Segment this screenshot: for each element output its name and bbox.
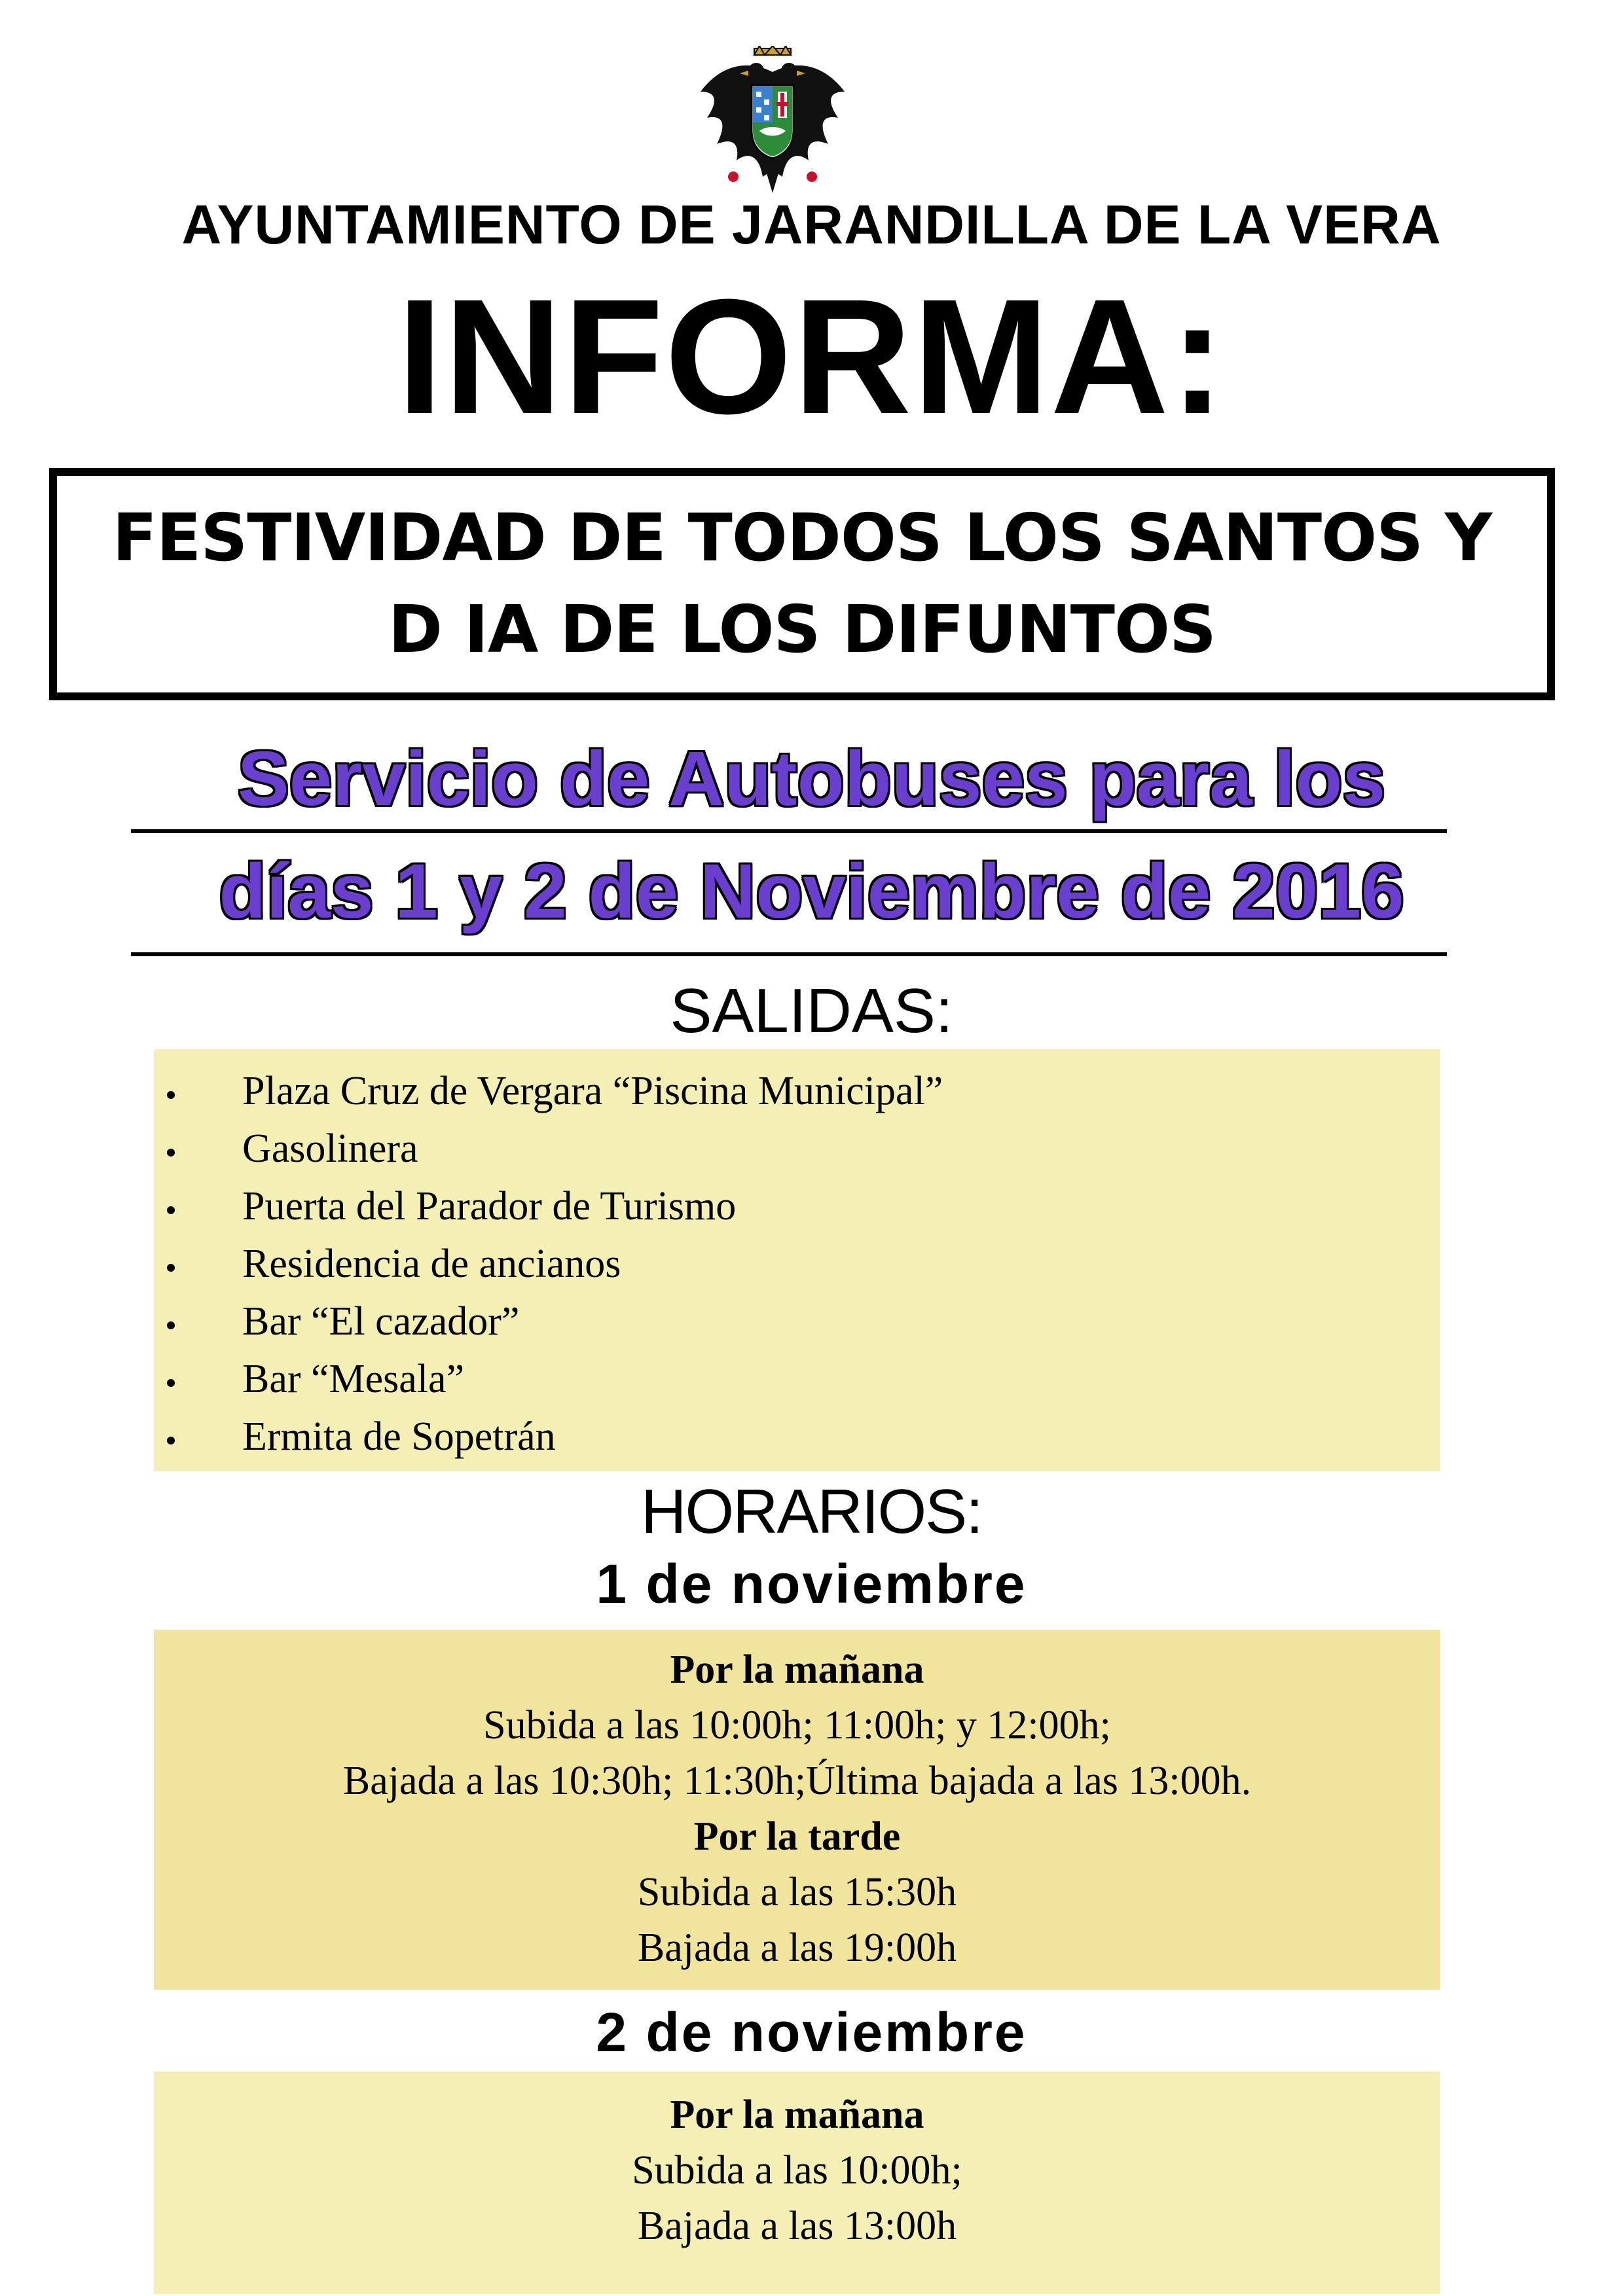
day1-title: 1 de noviembre	[596, 1553, 1027, 1615]
list-item: Ermita de Sopetrán	[154, 1408, 1440, 1465]
day1-afternoon-label: Por la tarde	[693, 1814, 901, 1859]
festivity-line-1: FESTIVIDAD DE TODOS LOS SANTOS Y	[112, 499, 1492, 576]
list-item: Bar “El cazador”	[154, 1293, 1440, 1350]
list-item: Bar “Mesala”	[154, 1350, 1440, 1408]
service-underline-2	[131, 952, 1447, 956]
day2-morning-down: Bajada a las 13:00h	[637, 2204, 957, 2248]
service-title-line-1: Servicio de Autobuses para los	[237, 736, 1386, 822]
day1-schedule-box	[154, 1630, 1440, 1990]
day2-title: 2 de noviembre	[596, 2001, 1027, 2063]
festivity-line-2: D IA DE LOS DIFUNTOS	[388, 591, 1216, 668]
day1-morning-down: Bajada a las 10:30h; 11:30h;Última bajada a las 13:00h.	[342, 1759, 1252, 1803]
list-item: Residencia de ancianos	[154, 1235, 1440, 1293]
organization-name: AYUNTAMIENTO DE JARANDILLA DE LA VERA	[181, 194, 1442, 255]
list-item: Plaza Cruz de Vergara “Piscina Municipal”	[154, 1062, 1440, 1120]
service-title-line-2: días 1 y 2 de Noviembre de 2016	[219, 848, 1404, 935]
schedules-title: HORARIOS:	[641, 1477, 982, 1547]
day2-schedule-box	[154, 2072, 1440, 2294]
day1-afternoon-up: Subida a las 15:30h	[637, 1870, 957, 1914]
day1-morning-up: Subida a las 10:00h; 11:00h; y 12:00h;	[483, 1703, 1111, 1748]
day1-morning-label: Por la mañana	[670, 1647, 924, 1692]
list-item: Puerta del Parador de Turismo	[154, 1177, 1440, 1235]
departures-box	[154, 1049, 1440, 1471]
departures-list	[154, 1062, 1440, 1465]
list-item: Gasolinera	[154, 1120, 1440, 1177]
departures-title: SALIDAS:	[670, 976, 953, 1046]
day2-morning-up: Subida a las 10:00h;	[632, 2148, 962, 2193]
service-underline-1	[131, 829, 1447, 833]
headline: INFORMA:	[397, 265, 1226, 448]
festivity-box	[49, 468, 1555, 700]
day2-morning-label: Por la mañana	[670, 2092, 924, 2137]
coat-of-arms-icon	[694, 46, 851, 196]
day1-afternoon-down: Bajada a las 19:00h	[637, 1926, 957, 1970]
